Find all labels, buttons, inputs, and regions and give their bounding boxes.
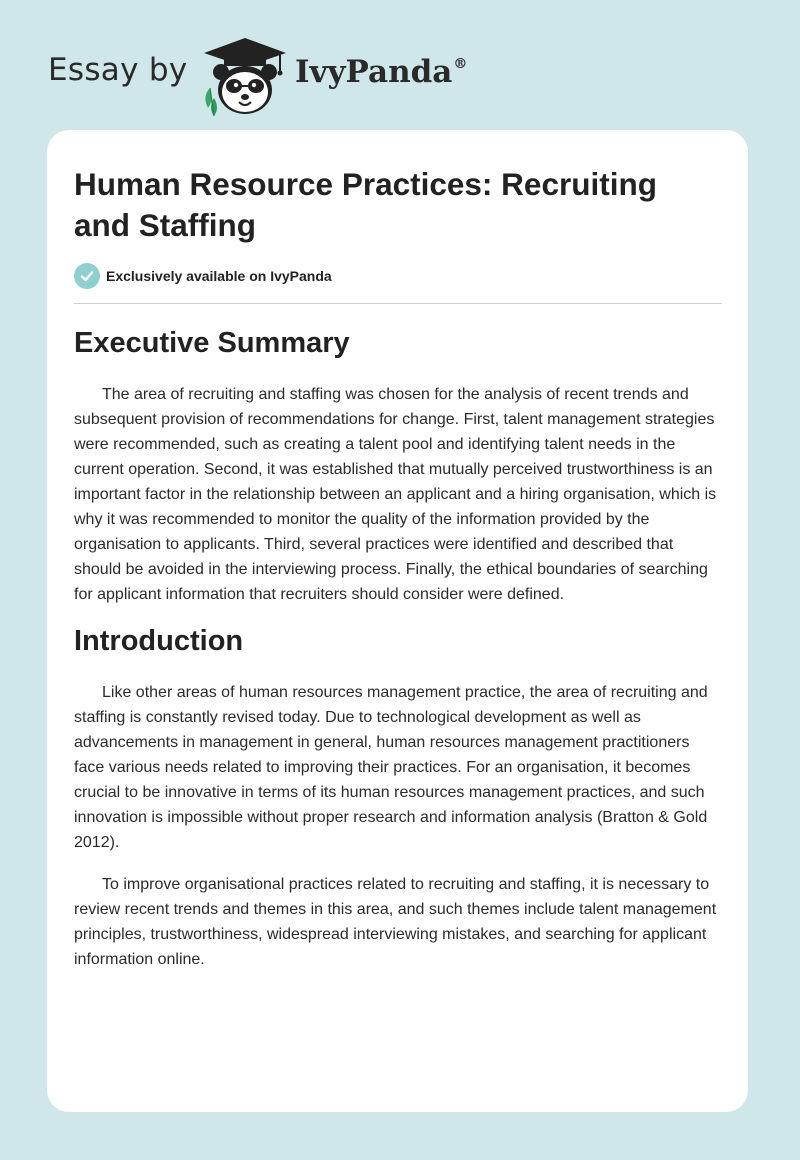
- essay-card: [47, 130, 748, 1112]
- paragraph: To improve organisational practices related to recruiting and staffing, it is necessary to review recent trends and themes in this area, and such themes include talent management principles, trustworthiness, widespread interviewing mistakes, and searching for applicant information online.: [74, 876, 717, 968]
- essay-body: [74, 323, 724, 972]
- exclusive-badge: [74, 263, 332, 289]
- paragraph: Like other areas of human resources management practice, the area of recruiting and staffing is constantly revised today. Due to technological development as well as advancements in management in general, human resources management practitioners face various needs related to improving their practices. For an organisation, it becomes crucial to be innovative in terms of its human resources management practices, and such innovation is impossible without proper research and information analysis (Bratton & Gold 2012).: [74, 684, 708, 851]
- check-circle-icon: [74, 263, 100, 289]
- section-heading-introduction: Introduction: [74, 625, 244, 657]
- section-heading-executive-summary: Executive Summary: [74, 327, 350, 359]
- panda-graduate-icon: [200, 36, 290, 118]
- site-header: [48, 28, 748, 118]
- divider: [74, 303, 722, 304]
- essay-by-label: Essay by: [48, 52, 188, 88]
- brand-logo-text[interactable]: IvyPanda®: [295, 54, 468, 90]
- paragraph: The area of recruiting and staffing was chosen for the analysis of recent trends and subsequent provision of recommendations for change. First, talent management strategies were recommended, such as creating a talent pool and identifying talent needs in the current operation. Second, it was established that mutually perceived trustworthiness is an important factor in the relationship between an applicant and a hiring organisation, which is why it was recommended to monitor the quality of the information provided by the organisation to applicants. Third, several practices were identified and described that should be avoided in the interviewing process. Finally, the ethical boundaries of searching for applicant information that recruiters should consider were defined.: [74, 386, 717, 603]
- essay-title: Human Resource Practices: Recruiting and Staffing: [74, 166, 657, 243]
- exclusive-label: Exclusively available on IvyPanda: [106, 268, 332, 284]
